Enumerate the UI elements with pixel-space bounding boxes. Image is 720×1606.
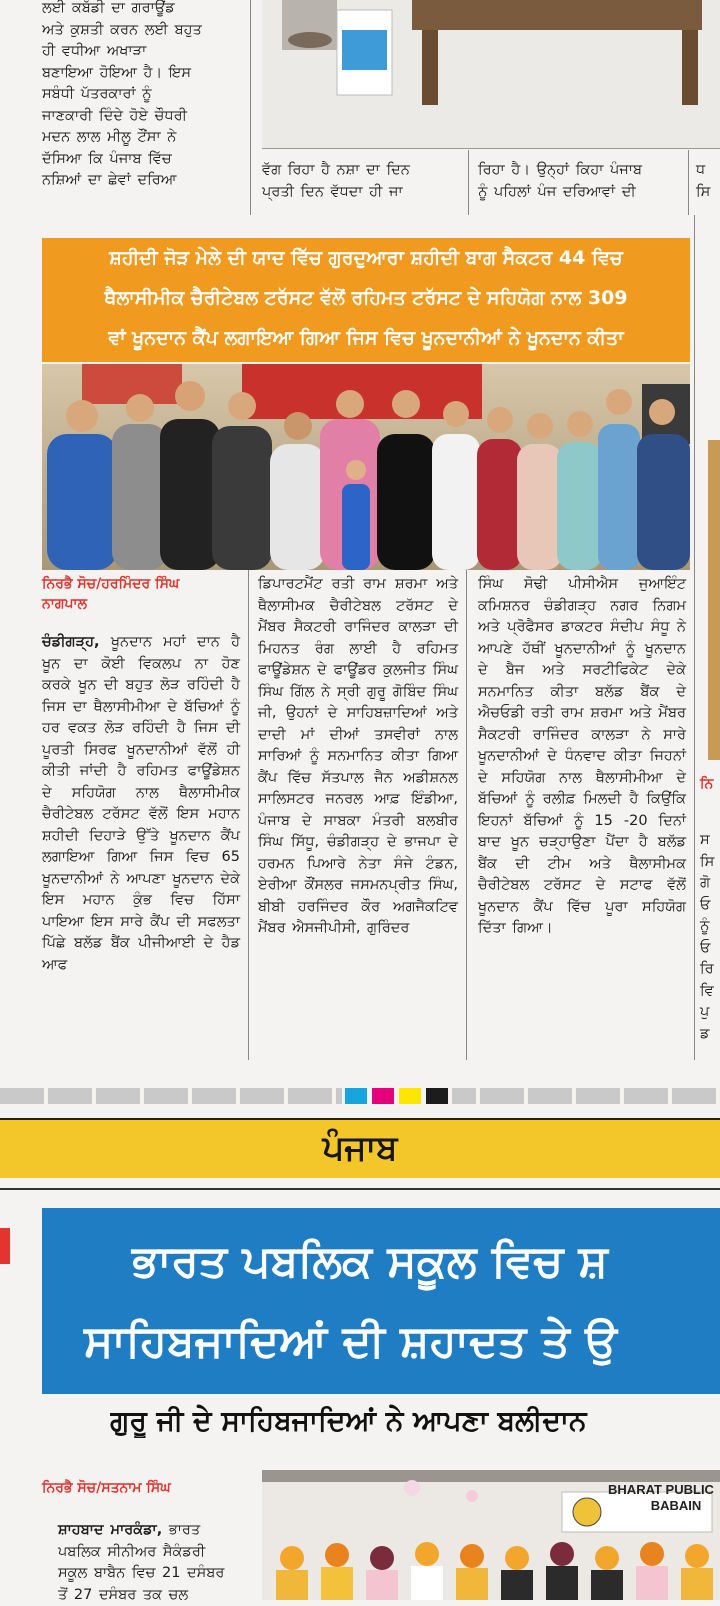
section-header-bar xyxy=(0,1118,720,1178)
headline-line: ਥੈਲਾਸੀਮੀਕ ਚੈਰੀਟੇਬਲ ਟਰੱਸਟ ਵੱਲੋਂ ਰਹਿਮਤ ਟਰੱਸਟ ਦੇ ਸਹਿਯੋਗ ਨਾਲ 309 xyxy=(42,278,690,318)
headline-banner xyxy=(42,238,690,362)
school-sign-line: BABAIN xyxy=(562,1498,720,1514)
column-rule xyxy=(688,150,689,215)
column-rule xyxy=(466,570,467,1060)
text-line: ਤੋਂ 27 ਦਸੰਬਰ ਤਕ ਚਲ xyxy=(58,1585,244,1606)
text-line: ਸਿ xyxy=(700,852,720,874)
top-article-photo xyxy=(262,0,720,149)
article-paragraph xyxy=(42,632,240,976)
text-line: ਓ xyxy=(700,938,720,960)
column-rule xyxy=(468,150,469,215)
text-line: ਧ xyxy=(696,160,720,182)
school-article-byline: ਨਿਰਭੈ ਸੋਚ/ਸਤਨਾਮ ਸਿੰਘ xyxy=(42,1478,252,1498)
photo-illustration xyxy=(262,0,720,148)
section-title: ਪੰਜਾਬ xyxy=(0,1128,720,1168)
school-headline-line: ਭਾਰਤ ਪਬਲਿਕ ਸਕੂਲ ਵਿਚ ਸ਼ xyxy=(42,1208,720,1302)
school-headline-line: ਸਾਹਿਬਜਾਦਿਆਂ ਦੀ ਸ਼ਹਾਦਤ ਤੇ ਉ xyxy=(42,1302,720,1382)
edge-text-column xyxy=(700,830,720,1045)
column-rule xyxy=(248,570,249,1060)
top-article-edge-column xyxy=(696,160,720,203)
byline-line: ਨਾਗਪਾਲ xyxy=(42,594,242,614)
article-body-text: ਖੂਨਦਾਨ ਮਹਾਂ ਦਾਨ ਹੈ ਖੂਨ ਦਾ ਕੋਈ ਵਿਕਲਪ ਨਾ ਹੋਣ ਕਰਕੇ ਖੂਨ ਦੀ ਬਹੁਤ ਲੋੜ ਰਹਿੰਦੀ ਹੈ ਜਿਸ ਦਾ ਥੈਲਾਸੀਮੀਆ ਦੇ ਬੱਚਿਆਂ ਨੂੰ ਹਰ ਵਕਤ ਲੋੜ ਰਹਿੰਦੀ ਹੈ ਜਿਸ ਦੀ ਪੂਰਤੀ ਸਿਰਫ ਖੂਨਦਾਨੀਆਂ ਵੱਲੋਂ ਹੀ ਕੀਤੀ ਜਾਂਦੀ ਹੈ ਰਹਿਮਤ ਫਾਊਂਡੇਸ਼ਨ ਦੇ ਸਹਿਯੋਗ ਨਾਲ ਥੈਲਾਸੀਮੀਕ ਚੈਰੀਟੇਬਲ ਟਰੱਸਟ ਵੱਲੋਂ ਇਸ ਮਹਾਨ ਸ਼ਹੀਦੀ ਦਿਹਾੜੇ ਉੱਤੇ ਖੂਨਦਾਨ ਕੈਂਪ ਲਗਾਇਆ ਗਿਆ ਜਿਸ ਵਿਚ 65 ਖੂਨਦਾਨੀਆਂ ਨੇ ਆਪਣਾ ਖੂਨਦਾਨ ਦੇਕੇ ਇਸ ਮਹਾਨ ਕੁੰਭ ਵਿਚ ਹਿੱਸਾ ਪਾਇਆ ਇਸ ਸਾਰੇ ਕੈਂਪ ਦੀ ਸਫਲਤਾ ਪਿੱਛੇ ਬਲੱਡ ਬੈਂਕ ਪੀਜੀਆਈ ਦੇ ਹੈਡ ਆਫ xyxy=(42,634,240,973)
top-article-right-column xyxy=(478,160,678,203)
text-line: ਰਿ xyxy=(700,959,720,981)
text-line: ਲਈ ਕਬੱਡੀ ਦਾ ਗਰਾਊਂਡ xyxy=(42,0,238,20)
group-photo-illustration xyxy=(42,364,690,570)
article-body-text: ਭਾਰਤ xyxy=(169,1522,200,1538)
printer-registration-bar xyxy=(0,1088,720,1104)
text-line: ਗੋ xyxy=(700,873,720,895)
edge-byline: ਨਿ xyxy=(700,776,713,792)
article-column-1 xyxy=(42,632,240,976)
school-headline-banner xyxy=(42,1208,720,1394)
top-article-mid-column xyxy=(262,160,458,203)
yellow-swatch xyxy=(399,1088,421,1104)
byline-line: ਨਿਰਭੈ ਸੋਚ/ਹਰਮਿੰਦਰ ਸਿੰਘ xyxy=(42,574,242,594)
edge-marker xyxy=(0,1228,10,1264)
text-line: ਸਬੰਧੀ ਪੱਤਰਕਾਰਾਂ ਨੂੰ xyxy=(42,84,238,106)
column-rule xyxy=(694,215,695,1060)
headline-line: ਵਾਂ ਖੂਨਦਾਨ ਕੈਂਪ ਲਗਾਇਆ ਗਿਆ ਜਿਸ ਵਿਚ ਖੂਨਦਾਨੀਆਂ ਨੇ ਖੂਨਦਾਨ ਕੀਤਾ xyxy=(42,318,690,358)
article-column-2 xyxy=(258,574,458,940)
text-line: ਮਦਨ ਲਾਲ ਮੀਲੂ ਟੌਂਸਾ ਨੇ xyxy=(42,127,238,149)
cyan-swatch xyxy=(345,1088,367,1104)
edge-photo-strip xyxy=(708,440,720,760)
text-line: ਨੂੰ ਪਹਿਲਾਂ ਪੰਜ ਦਰਿਆਵਾਂ ਦੀ xyxy=(478,182,678,204)
text-line: ਸਿ xyxy=(696,182,720,204)
headline-line: ਸ਼ਹੀਦੀ ਜੋੜ ਮੇਲੇ ਦੀ ਯਾਦ ਵਿੱਚ ਗੁਰਦੁਆਰਾ ਸ਼ਹੀਦੀ ਬਾਗ ਸੈਕਟਰ 44 ਵਿਚ xyxy=(42,238,690,278)
blood-donation-camp-group-photo xyxy=(42,364,690,570)
magenta-swatch xyxy=(372,1088,394,1104)
text-line: ਸਕੂਲ ਬਾਬੈਨ ਵਿਚ 21 ਦਸੰਬਰ xyxy=(58,1563,244,1585)
article-body-text: ਡਿਪਾਰਟਮੈਂਟ ਰਤੀ ਰਾਮ ਸ਼ਰਮਾ ਅਤੇ ਥੈਲਾਸੀਮਕ ਚੈਰੀਟੇਬਲ ਟਰੱਸਟ ਦੇ ਮੈਂਬਰ ਸੈਕਟਰੀ ਰਾਜਿੰਦਰ ਕਾਲੜਾ ਦੀ ਮਿਹਨਤ ਰੰਗ ਲਾਈ ਹੈ ਰਹਿਮਤ ਫਾਊਂਡੇਸ਼ਨ ਦੇ ਫਾਊਂਡਰ ਕੁਲਜੀਤ ਸਿੰਘ ਸਿੰਘ ਗਿੱਲ ਨੇ ਸ੍ਰੀ ਗੁਰੂ ਗੋਬਿੰਦ ਸਿੰਘ ਜੀ, ਉਹਨਾਂ ਦੇ ਸਾਹਿਬਜ਼ਾਦਿਆਂ ਅਤੇ ਦਾਦੀ ਮਾਂ ਦੀਆਂ ਤਸਵੀਰਾਂ ਨਾਲ ਸਾਰਿਆਂ ਨੂੰ ਸਨਮਾਨਿਤ ਕੀਤਾ ਗਿਆ ਕੈਂਪ ਵਿੱਚ ਸੱਤਪਾਲ ਜੈਨ ਅਡੀਸ਼ਨਲ ਸਾਲਿਸਟਰ ਜਨਰਲ ਆਫ਼ ਇੰਡੀਆ, ਪੰਜਾਬ ਦੇ ਸਾਬਕਾ ਮੰਤਰੀ ਬਲਬੀਰ ਸਿੰਘ ਸਿੱਧੂ, ਚੰਡੀਗੜ੍ਹ ਦੇ ਭਾਜਪਾ ਦੇ ਹਰਮਨ ਪਿਆਰੇ ਨੇਤਾ ਸੰਜੇ ਟੰਡਨ, ਏਰੀਆ ਕੌਂਸਲਰ ਜਸਮਨਪ੍ਰੀਤ ਸਿੰਘ, ਬੀਬੀ ਹਰਜਿੰਦਰ ਕੌਰ ਅਗਜੈਕਟਿਵ ਮੈਂਬਰ ਐਸਜੀਪੀਸੀ, ਗੁਰਿੰਦਰ xyxy=(258,574,458,940)
school-subheadline: ਗੁਰੂ ਜੀ ਦੇ ਸਾਹਿਬਜਾਦਿਆਂ ਨੇ ਆਪਣਾ ਬਲੀਦਾਨ xyxy=(110,1404,720,1438)
text-line: ਦੱਸਿਆ ਕਿ ਪੰਜਾਬ ਵਿੱਚ xyxy=(42,149,238,171)
article-body-text: ਸਿੰਘ ਸੋਢੀ ਪੀਸੀਐਸ ਜੁਆਇੰਟ ਕਮਿਸ਼ਨਰ ਚੰਡੀਗੜ੍ਹ ਨਗਰ ਨਿਗਮ ਅਤੇ ਪ੍ਰੋਫੈਸਰ ਡਾਕਟਰ ਸੰਦੀਪ ਸੰਧੂ ਨੇ ਆਪਣੇ ਹੱਥੀਂ ਖੂਨਦਾਨੀਆਂ ਨੂੰ ਖੂਨਦਾਨ ਦੇ ਬੈਜ ਅਤੇ ਸਰਟੀਫਿਕੇਟ ਦੇਕੇ ਸਨਮਾਨਿਤ ਕੀਤਾ ਬਲੱਡ ਬੈਂਕ ਦੇ ਐਚਓਡੀ ਰਤੀ ਰਾਮ ਸ਼ਰਮਾ ਅਤੇ ਮੈਂਬਰ ਸੈਕਟਰੀ ਰਾਜਿੰਦਰ ਕਾਲੜਾ ਨੇ ਸਾਰੇ ਖੂਨਦਾਨੀਆਂ ਦੇ ਧੰਨਵਾਦ ਕੀਤਾ ਜਿਹਨਾਂ ਦੇ ਸਹਿਯੋਗ ਨਾਲ ਥੈਲਾਸੀਮੀਆ ਦੇ ਬੱਚਿਆਂ ਨੂੰ ਰਲੀਫ਼ ਮਿਲਦੀ ਹੈ ਕਿਉਂਕਿ ਇਹਨਾਂ ਬੱਚਿਆਂ ਨੂੰ 15 -20 ਦਿਨਾਂ ਬਾਦ ਖੂਨ ਚੜ੍ਹਾਉਣਾ ਪੈਂਦਾ ਹੈ ਬਲੱਡ ਬੈਂਕ ਦੀ ਟੀਮ ਅਤੇ ਥੈਲਾਸੀਮਕ ਚੈਰੀਟੇਬਲ ਟਰੱਸਟ ਦੇ ਸਟਾਫ ਵੱਲੋਂ ਖੂਨਦਾਨ ਕੈਂਪ ਵਿੱਚ ਪੂਰਾ ਸਹਿਯੋਗ ਦਿੱਤਾ ਗਿਆ। xyxy=(478,574,686,940)
text-line: ਵਿ xyxy=(700,981,720,1003)
text-line: ਪਬਲਿਕ ਸੀਨੀਅਰ ਸੈਕੰਡਰੀ xyxy=(58,1542,244,1564)
text-line: ਅਤੇ ਕੁਸ਼ਤੀ ਕਰਨ ਲਈ ਬਹੁਤ xyxy=(42,20,238,42)
text-line: ਵੱਗ ਰਿਹਾ ਹੈ ਨਸ਼ਾ ਦਾ ਦਿਨ xyxy=(262,160,458,182)
dateline: ਸ਼ਾਹਬਾਦ ਮਾਰਕੰਡਾ, xyxy=(58,1522,162,1538)
dateline: ਚੰਡੀਗੜ੍ਹ, xyxy=(42,634,100,650)
article-byline xyxy=(42,574,242,614)
article-column-3 xyxy=(478,574,686,940)
school-article-column xyxy=(58,1520,244,1606)
text-line: ਡ xyxy=(700,1024,720,1046)
text-line: ਨਸ਼ਿਆਂ ਦਾ ਛੇਵਾਂ ਦਰਿਆ xyxy=(42,170,238,192)
text-line: ਪ੍ਰਤੀ ਦਿਨ ਵੱਧਦਾ ਹੀ ਜਾ xyxy=(262,182,458,204)
column-rule xyxy=(250,0,251,215)
text-line: ਜਾਣਕਾਰੀ ਦਿੰਦੇ ਹੋਏ ਚੌਧਰੀ xyxy=(42,106,238,128)
text-line: ਓ xyxy=(700,895,720,917)
top-article-left-column xyxy=(42,0,238,192)
text-line: ਰਿਹਾ ਹੈ। ਉਨ੍ਹਾਂ ਕਿਹਾ ਪੰਜਾਬ xyxy=(478,160,678,182)
black-swatch xyxy=(426,1088,448,1104)
text-line: ਹੀ ਵਧੀਆ ਅਖਾੜਾ xyxy=(42,41,238,63)
section-underline xyxy=(0,1188,720,1190)
school-sign-text xyxy=(562,1482,720,1514)
school-sign-line: BHARAT PUBLIC xyxy=(562,1482,720,1498)
school-event-photo xyxy=(262,1470,720,1600)
text-line: ਨੂੰ xyxy=(700,916,720,938)
article-paragraph xyxy=(58,1520,244,1542)
text-line: ਪੁ xyxy=(700,1002,720,1024)
text-line: ਬਣਾਇਆ ਹੋਇਆ ਹੈ। ਇਸ xyxy=(42,63,238,85)
text-line: ਸ xyxy=(700,830,720,852)
